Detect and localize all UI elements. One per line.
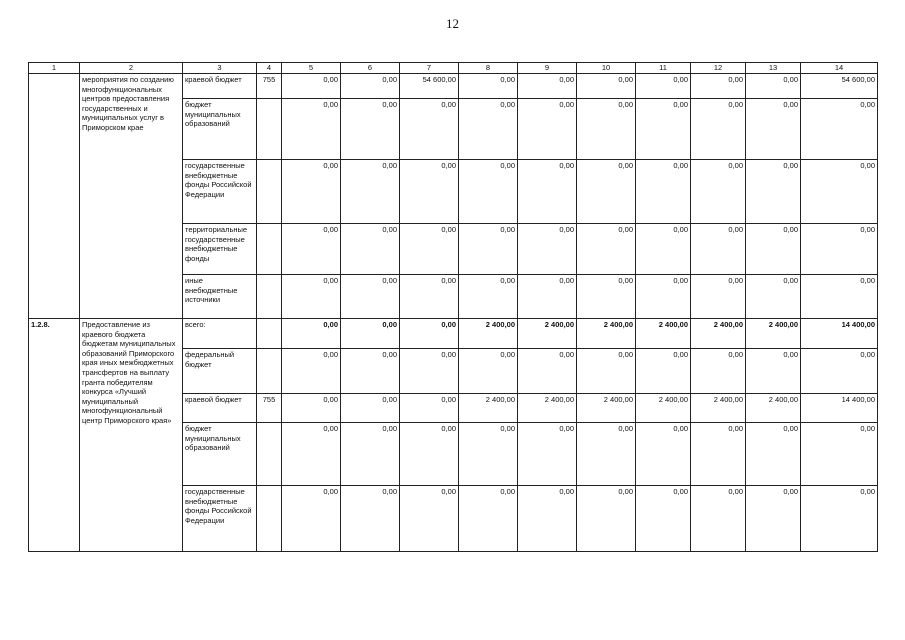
- value-cell: 54 600,00: [400, 74, 459, 99]
- column-number: 7: [400, 63, 459, 74]
- value-cell: 0,00: [636, 160, 691, 224]
- section-title: Предоставление из краевого бюджета бюджетам муниципальных образований Приморского края иных межбюджетных трансфертов на выплату гранта победителям конкурса «Лучший муниципальный многофункциональный центр Приморского края»: [80, 319, 183, 552]
- table-row: [29, 319, 878, 349]
- value-cell: 0,00: [636, 99, 691, 160]
- value-cell: 0,00: [746, 74, 801, 99]
- value-cell: 0,00: [577, 423, 636, 486]
- value-cell: 0,00: [341, 160, 400, 224]
- value-cell: 0,00: [746, 423, 801, 486]
- section-title: мероприятия по созданию многофункциональных центров предоставления государственных и муниципальных услуг в Приморском крае: [80, 74, 183, 319]
- value-cell: 0,00: [691, 423, 746, 486]
- value-cell: 0,00: [518, 486, 577, 552]
- value-cell: 0,00: [400, 160, 459, 224]
- value-cell: 0,00: [801, 486, 878, 552]
- section-index: [29, 74, 80, 319]
- value-cell: 0,00: [636, 486, 691, 552]
- column-number: 5: [282, 63, 341, 74]
- value-cell: 0,00: [636, 224, 691, 275]
- budget-code: [257, 224, 282, 275]
- value-cell: 0,00: [282, 275, 341, 319]
- column-number: 2: [80, 63, 183, 74]
- budget-code: 755: [257, 394, 282, 423]
- budget-code: [257, 423, 282, 486]
- value-cell: 54 600,00: [801, 74, 878, 99]
- value-cell: 2 400,00: [518, 319, 577, 349]
- value-cell: 0,00: [282, 74, 341, 99]
- value-cell: 0,00: [518, 99, 577, 160]
- value-cell: 2 400,00: [746, 394, 801, 423]
- value-cell: 0,00: [400, 486, 459, 552]
- funding-source: краевой бюджет: [183, 74, 257, 99]
- value-cell: 0,00: [691, 486, 746, 552]
- value-cell: 0,00: [746, 349, 801, 394]
- value-cell: 0,00: [801, 99, 878, 160]
- value-cell: 0,00: [636, 275, 691, 319]
- funding-source: государственные внебюджетные фонды Российской Федерации: [183, 160, 257, 224]
- value-cell: 0,00: [746, 160, 801, 224]
- value-cell: 14 400,00: [801, 319, 878, 349]
- value-cell: 0,00: [341, 423, 400, 486]
- value-cell: 2 400,00: [746, 319, 801, 349]
- column-number: 11: [636, 63, 691, 74]
- value-cell: 0,00: [400, 423, 459, 486]
- value-cell: 0,00: [577, 486, 636, 552]
- column-number: 3: [183, 63, 257, 74]
- budget-code: [257, 275, 282, 319]
- value-cell: 2 400,00: [691, 319, 746, 349]
- value-cell: 0,00: [282, 224, 341, 275]
- column-number: 1: [29, 63, 80, 74]
- value-cell: 0,00: [341, 275, 400, 319]
- page-number: 12: [446, 16, 459, 31]
- value-cell: 2 400,00: [636, 319, 691, 349]
- value-cell: 0,00: [801, 224, 878, 275]
- value-cell: 0,00: [577, 74, 636, 99]
- value-cell: 0,00: [341, 486, 400, 552]
- value-cell: 0,00: [400, 224, 459, 275]
- value-cell: 0,00: [636, 74, 691, 99]
- column-number: 10: [577, 63, 636, 74]
- value-cell: 0,00: [459, 160, 518, 224]
- funding-source: бюджет муниципальных образований: [183, 99, 257, 160]
- value-cell: 0,00: [691, 160, 746, 224]
- value-cell: 0,00: [282, 486, 341, 552]
- column-number: 13: [746, 63, 801, 74]
- value-cell: 0,00: [400, 319, 459, 349]
- value-cell: 0,00: [459, 275, 518, 319]
- value-cell: 0,00: [691, 224, 746, 275]
- column-number: 6: [341, 63, 400, 74]
- value-cell: 2 400,00: [459, 394, 518, 423]
- value-cell: 2 400,00: [636, 394, 691, 423]
- budget-code: [257, 349, 282, 394]
- value-cell: 0,00: [341, 319, 400, 349]
- value-cell: 0,00: [691, 74, 746, 99]
- value-cell: 0,00: [577, 160, 636, 224]
- value-cell: 0,00: [459, 349, 518, 394]
- value-cell: 0,00: [801, 423, 878, 486]
- value-cell: 0,00: [459, 74, 518, 99]
- value-cell: 0,00: [400, 394, 459, 423]
- value-cell: 0,00: [801, 275, 878, 319]
- value-cell: 0,00: [400, 99, 459, 160]
- value-cell: 2 400,00: [518, 394, 577, 423]
- value-cell: 14 400,00: [801, 394, 878, 423]
- value-cell: 0,00: [636, 423, 691, 486]
- value-cell: 0,00: [577, 99, 636, 160]
- section-index: 1.2.8.: [29, 319, 80, 552]
- value-cell: 0,00: [459, 224, 518, 275]
- value-cell: 2 400,00: [459, 319, 518, 349]
- table-row: [29, 74, 878, 99]
- value-cell: 0,00: [518, 160, 577, 224]
- value-cell: 0,00: [577, 224, 636, 275]
- funding-source: федеральный бюджет: [183, 349, 257, 394]
- value-cell: 0,00: [518, 275, 577, 319]
- value-cell: 0,00: [282, 394, 341, 423]
- value-cell: 0,00: [691, 99, 746, 160]
- value-cell: 0,00: [459, 99, 518, 160]
- value-cell: 2 400,00: [691, 394, 746, 423]
- value-cell: 0,00: [341, 99, 400, 160]
- value-cell: 0,00: [518, 224, 577, 275]
- value-cell: 0,00: [282, 319, 341, 349]
- value-cell: 0,00: [282, 423, 341, 486]
- funding-source: бюджет муниципальных образований: [183, 423, 257, 486]
- column-number: 4: [257, 63, 282, 74]
- value-cell: 0,00: [518, 349, 577, 394]
- budget-code: [257, 486, 282, 552]
- value-cell: 0,00: [282, 99, 341, 160]
- column-number: 14: [801, 63, 878, 74]
- value-cell: 2 400,00: [577, 319, 636, 349]
- value-cell: 0,00: [400, 275, 459, 319]
- value-cell: 0,00: [691, 349, 746, 394]
- value-cell: 0,00: [746, 486, 801, 552]
- column-number: 8: [459, 63, 518, 74]
- value-cell: 0,00: [636, 349, 691, 394]
- column-number: 9: [518, 63, 577, 74]
- budget-table: [28, 62, 878, 552]
- funding-source: территориальные государственные внебюджетные фонды: [183, 224, 257, 275]
- budget-code: [257, 99, 282, 160]
- value-cell: 0,00: [341, 394, 400, 423]
- funding-source: всего:: [183, 319, 257, 349]
- value-cell: 0,00: [691, 275, 746, 319]
- value-cell: 0,00: [459, 423, 518, 486]
- value-cell: 0,00: [518, 74, 577, 99]
- value-cell: 0,00: [801, 349, 878, 394]
- funding-source: краевой бюджет: [183, 394, 257, 423]
- value-cell: 0,00: [341, 224, 400, 275]
- value-cell: 0,00: [746, 224, 801, 275]
- value-cell: 0,00: [282, 160, 341, 224]
- value-cell: 0,00: [400, 349, 459, 394]
- budget-code: [257, 160, 282, 224]
- value-cell: 0,00: [746, 99, 801, 160]
- funding-source: государственные внебюджетные фонды Российской Федерации: [183, 486, 257, 552]
- value-cell: 0,00: [341, 74, 400, 99]
- budget-code: 755: [257, 74, 282, 99]
- column-number: 12: [691, 63, 746, 74]
- value-cell: 0,00: [518, 423, 577, 486]
- value-cell: 0,00: [577, 275, 636, 319]
- value-cell: 2 400,00: [577, 394, 636, 423]
- value-cell: 0,00: [801, 160, 878, 224]
- value-cell: 0,00: [282, 349, 341, 394]
- budget-code: [257, 319, 282, 349]
- value-cell: 0,00: [459, 486, 518, 552]
- funding-source: иные внебюджетные источники: [183, 275, 257, 319]
- value-cell: 0,00: [341, 349, 400, 394]
- value-cell: 0,00: [746, 275, 801, 319]
- column-number-row: [29, 63, 878, 74]
- value-cell: 0,00: [577, 349, 636, 394]
